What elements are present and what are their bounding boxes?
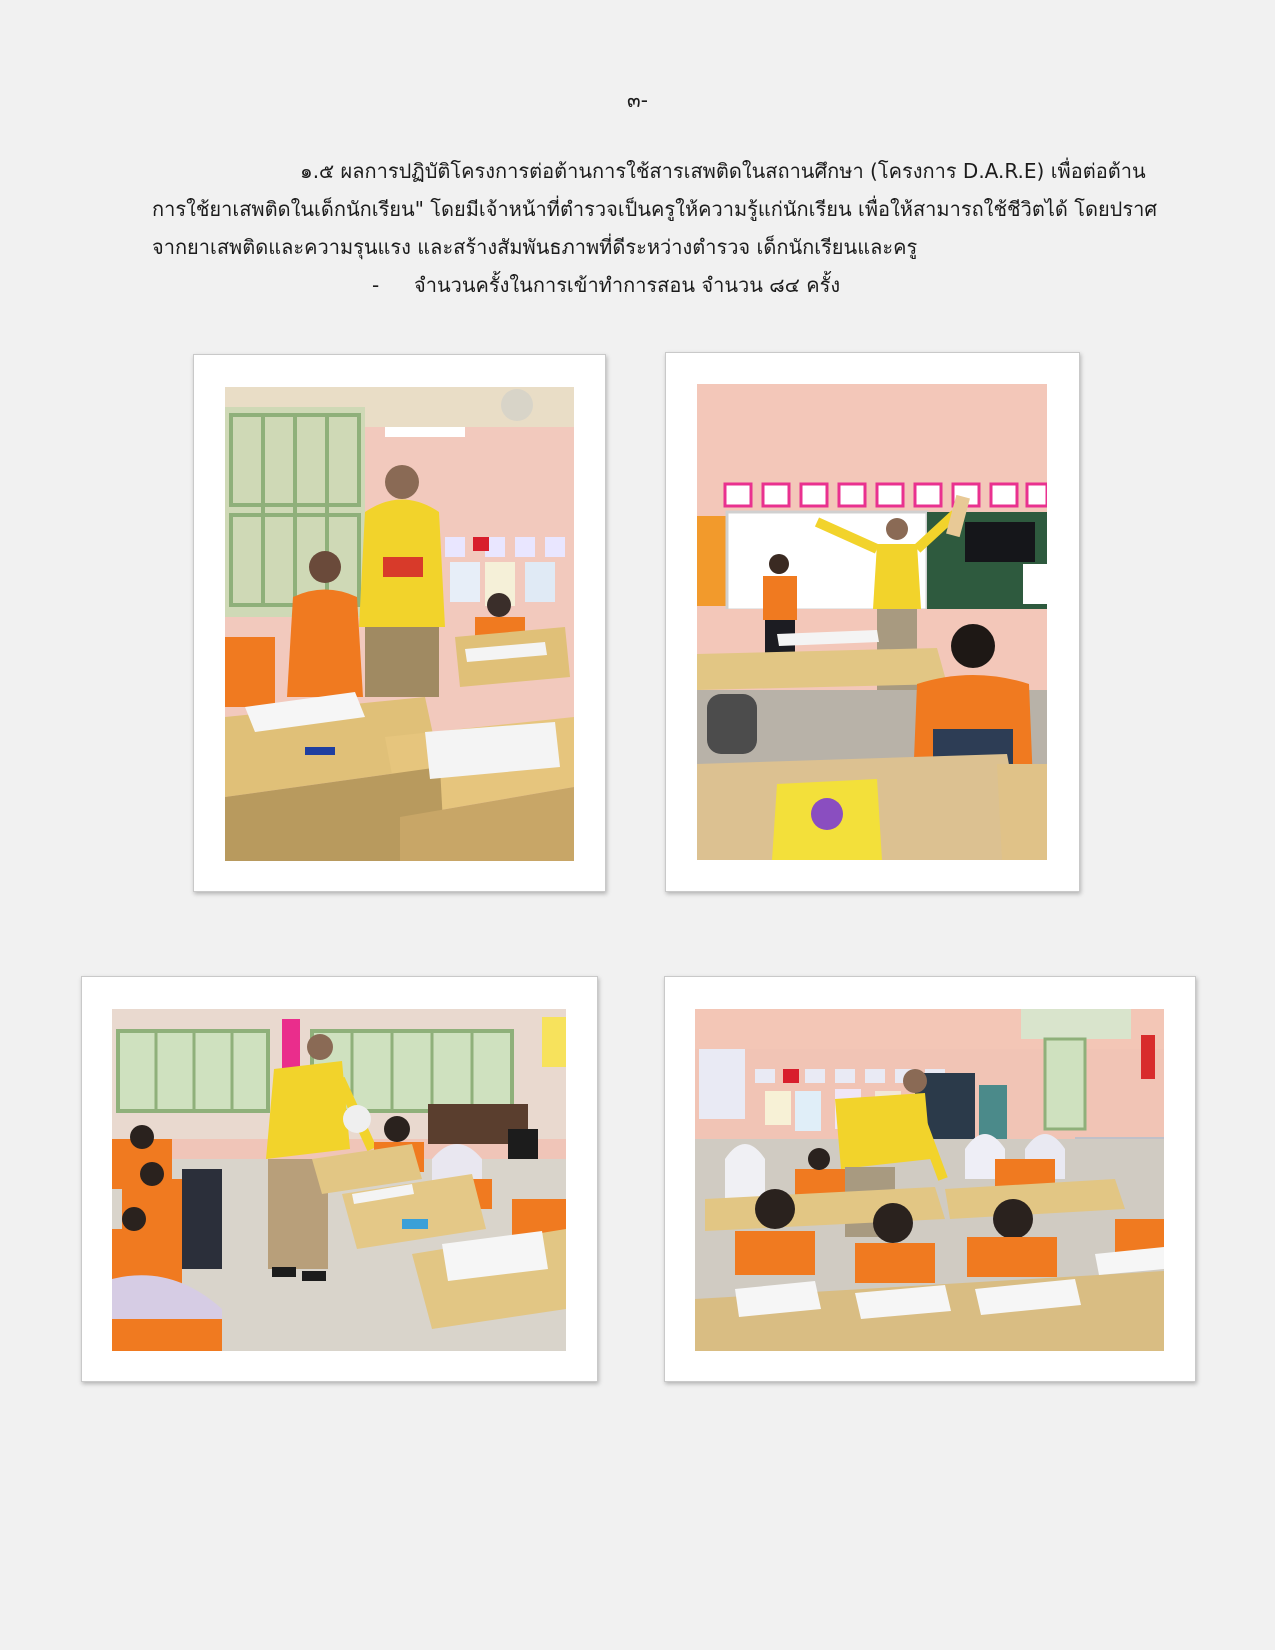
classroom-photo-1	[225, 387, 574, 861]
photo-frame-3	[81, 976, 598, 1382]
photo-frame-1	[193, 354, 606, 892]
bullet-text: จำนวนครั้งในการเข้าทำการสอน จำนวน ๘๔ ครั้ง	[414, 273, 841, 297]
section-text-line-1: ๑.๕ ผลการปฏิบัติโครงการต่อต้านการใช้สารเสพติดในสถานศึกษา (โครงการ D.A.R.E) เพื่อต่อต้าน	[300, 159, 1146, 183]
classroom-photo-2	[697, 384, 1047, 860]
page-number: ๓-	[627, 88, 648, 112]
section-text-line-2: การใช้ยาเสพติดในเด็กนักเรียน" โดยมีเจ้าหน้าที่ตำรวจเป็นครูให้ความรู้แก่นักเรียน เพื่อให้สามารถใช้ชีวิตได้ โดยปราศ	[152, 197, 1158, 221]
classroom-photo-4	[695, 1009, 1164, 1351]
photo-frame-2	[665, 352, 1080, 892]
bullet-item	[372, 266, 840, 304]
section-text-line-3: จากยาเสพติดและความรุนแรง และสร้างสัมพันธภาพที่ดีระหว่างตำรวจ เด็กนักเรียนและครู	[152, 235, 918, 259]
bullet-dash: -	[372, 273, 380, 297]
photo-frame-4	[664, 976, 1196, 1382]
classroom-photo-3	[112, 1009, 566, 1351]
